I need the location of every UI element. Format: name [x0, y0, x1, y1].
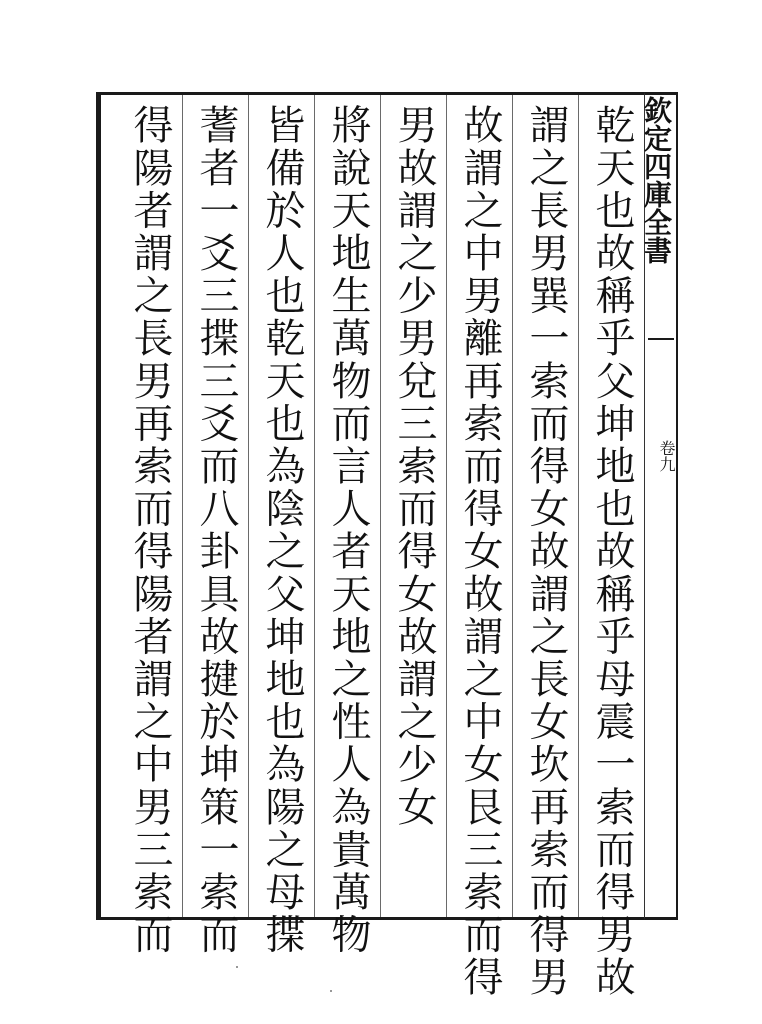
- column-rule: [182, 95, 183, 917]
- column-rule: [446, 95, 447, 917]
- column-rule: [578, 95, 579, 917]
- text-column-7: 蓍者一爻三揲三爻而八卦具故揵於坤策一索而: [193, 104, 239, 956]
- text-column-2: 謂之長男巽一索而得女故謂之長女坎再索而得男: [523, 104, 569, 999]
- text-column-4: 男故謂之少男兌三索而得女故謂之少女: [391, 104, 437, 829]
- column-rule: [314, 95, 315, 917]
- text-column-3: 故謂之中男離再索而得女故謂之中女艮三索而得: [457, 104, 503, 999]
- column-rule: [380, 95, 381, 917]
- scan-speck: [330, 990, 332, 992]
- column-rule: [248, 95, 249, 917]
- text-column-8: 得陽者謂之長男再索而得陽者謂之中男三索而: [127, 104, 173, 956]
- text-column-5: 將說天地生萬物而言人者天地之性人為貴萬物: [325, 104, 371, 956]
- scan-speck: [236, 966, 238, 968]
- column-rule: [512, 95, 513, 917]
- juan-label: 卷九: [657, 440, 676, 472]
- fish-tail-mark: [648, 338, 674, 350]
- text-column-6: 皆備於人也乾天也為陰之父坤地也為陽之母揲: [259, 104, 305, 956]
- text-column-1: 乾天也故稱乎父坤地也故稱乎母震一索而得男故: [589, 104, 635, 999]
- book-title: 欽定四庫全書: [640, 96, 673, 264]
